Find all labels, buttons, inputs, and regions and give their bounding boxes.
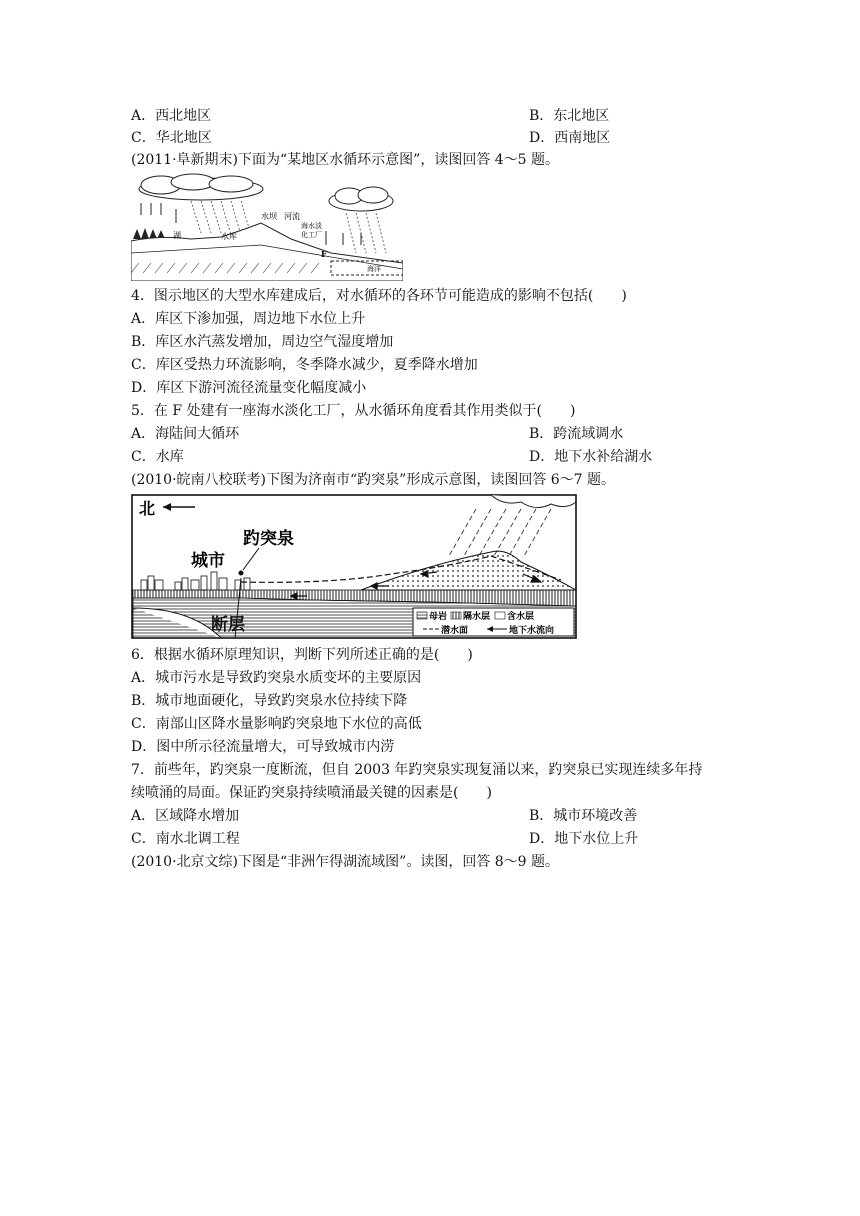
lake-label: 湖 bbox=[173, 231, 181, 240]
q3-option-d: D．西南地区 bbox=[529, 130, 611, 146]
intro-8-9: (2010·北京文综)下图是“非洲乍得湖流域图”。读图，回答 8～9 题。 bbox=[131, 854, 560, 870]
q6-option-c: C．南部山区降水量影响趵突泉地下水位的高低 bbox=[131, 716, 422, 732]
legend bbox=[413, 608, 574, 636]
intro-4-5: (2011·阜新期末)下面为“某地区水循环示意图”，读图回答 4～5 题。 bbox=[131, 152, 560, 168]
plant-label-2: 化工厂 bbox=[301, 231, 322, 239]
q6-stem: 6．根据水循环原理知识，判断下列所述正确的是( ) bbox=[131, 647, 473, 663]
dam-label: 水坝 bbox=[261, 212, 277, 221]
q7-option-row bbox=[131, 829, 639, 849]
q6-option-d: D．图中所示径流量增大，可导致城市内涝 bbox=[131, 739, 395, 755]
q4-stem: 4．图示地区的大型水库建成后，对水循环的各环节可能造成的影响不包括( ) bbox=[131, 288, 627, 304]
sea-label: 海洋 bbox=[367, 265, 381, 273]
spring-label: 趵突泉 bbox=[243, 529, 294, 549]
q3-option-row bbox=[131, 106, 610, 126]
q5-option-a: A．海陆间大循环 bbox=[131, 426, 240, 442]
q6-option-b: B．城市地面硬化，导致趵突泉水位持续下降 bbox=[131, 693, 408, 709]
q3-option-row bbox=[131, 128, 611, 148]
legend-aquiclude: 隔水层 bbox=[463, 612, 491, 622]
q7-option-c: C．南水北调工程 bbox=[131, 831, 240, 847]
q7-option-a: A．区域降水增加 bbox=[131, 808, 240, 824]
north-label: 北 bbox=[139, 499, 156, 518]
spring-point bbox=[239, 571, 244, 576]
q3-option-b: B．东北地区 bbox=[529, 108, 610, 124]
city-label: 城市 bbox=[191, 551, 225, 571]
legend-water-table: 潜水面 bbox=[441, 626, 469, 636]
plant-label-1: 海水淡 bbox=[301, 222, 322, 230]
q6-option-a: A．城市污水是导致趵突泉水质变坏的主要原因 bbox=[131, 670, 422, 686]
q7-option-d: D．地下水位上升 bbox=[529, 831, 639, 847]
q3-option-a: A．西北地区 bbox=[131, 108, 212, 124]
q5-option-row bbox=[131, 447, 653, 467]
q7-option-row bbox=[131, 806, 638, 826]
q5-option-c: C．水库 bbox=[131, 449, 184, 465]
baotu-spring-figure bbox=[131, 494, 577, 640]
left-cloud bbox=[139, 174, 263, 200]
q4-option-a: A．库区下渗加强，周边地下水位上升 bbox=[131, 311, 366, 327]
q5-stem: 5．在 F 处建有一座海水淡化工厂，从水循环角度看其作用类似于( ) bbox=[131, 403, 576, 419]
q4-option-b: B．库区水汽蒸发增加，周边空气湿度增加 bbox=[131, 334, 394, 350]
f-label: F bbox=[321, 249, 327, 259]
legend-aquifer: 含水层 bbox=[507, 612, 535, 622]
river-label: 河流 bbox=[284, 212, 300, 221]
q7-stem-line1: 7．前些年，趵突泉一度断流，但自 2003 年趵突泉实现复涌以来，趵突泉已实现连续多年持 bbox=[131, 762, 703, 778]
q7-stem-line2: 续喷涌的局面。保证趵突泉持续喷涌最关键的因素是( ) bbox=[131, 785, 492, 801]
q4-option-d: D．库区下游河流径流量变化幅度减小 bbox=[131, 380, 367, 396]
q5-option-row bbox=[131, 424, 624, 444]
right-cloud bbox=[329, 187, 393, 211]
water-cycle-figure bbox=[131, 173, 403, 281]
q5-option-d: D．地下水补给湖水 bbox=[529, 449, 653, 465]
reservoir-label: 水库 bbox=[221, 232, 237, 241]
q4-option-c: C．库区受热力环流影响，冬季降水减少，夏季降水增加 bbox=[131, 357, 478, 373]
q5-option-b: B．跨流域调水 bbox=[529, 426, 624, 442]
intro-6-7: (2010·皖南八校联考)下图为济南市“趵突泉”形成示意图，读图回答 6～7 题。 bbox=[131, 472, 616, 488]
legend-flow: 地下水流向 bbox=[509, 626, 555, 636]
q3-option-c: C．华北地区 bbox=[131, 130, 212, 146]
legend-bedrock: 母岩 bbox=[429, 612, 448, 622]
fault-label: 断层 bbox=[211, 615, 245, 635]
q7-option-b: B．城市环境改善 bbox=[529, 808, 638, 824]
